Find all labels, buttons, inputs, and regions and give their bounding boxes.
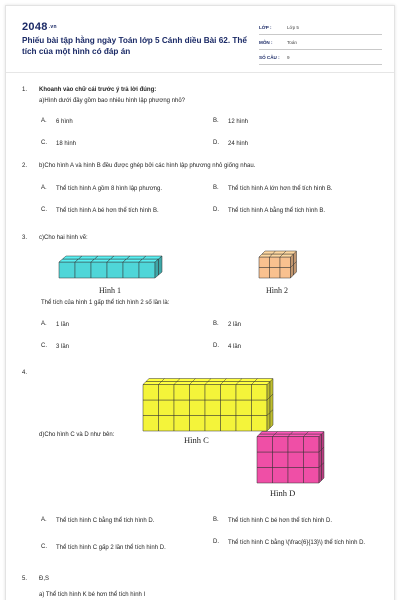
figC-top-cell <box>255 379 274 382</box>
figD-front-cell <box>273 468 289 484</box>
figC-front-cell <box>143 400 159 416</box>
figC-top-cell <box>239 379 258 382</box>
figC-top-cell <box>208 379 227 382</box>
fig1-top-cell <box>111 256 131 259</box>
fig1-top-cell <box>91 259 111 262</box>
figC-top-cell <box>159 382 178 385</box>
figC-top-cell <box>143 382 162 385</box>
figD-front-cell <box>273 452 289 468</box>
fig1-top-cell <box>127 256 147 259</box>
figC-top-cell <box>205 382 224 385</box>
figD-front-cell <box>288 452 304 468</box>
figure-d-caption: Hình D <box>270 488 296 498</box>
figC-side-cell <box>270 410 273 429</box>
figD-front-cell <box>304 437 320 453</box>
figC-side-cell <box>270 379 273 398</box>
fig2-top-cell <box>262 251 276 254</box>
q1-option-b[interactable]: B. 12 hình <box>213 118 249 125</box>
figC-top-cell <box>252 382 271 385</box>
fig2-side-cell <box>291 265 294 279</box>
fig2-side-cell <box>291 254 294 268</box>
fig1-front-cell <box>123 262 139 278</box>
fig1-side-cell <box>159 256 163 275</box>
fig1-top-cell <box>95 256 115 259</box>
figure-2-caption: Hình 2 <box>266 286 288 295</box>
q1-option-a[interactable]: A. 6 hình <box>41 118 73 125</box>
figD-front-cell <box>288 468 304 484</box>
figD-side-cell <box>322 463 325 481</box>
figC-front-cell <box>190 416 206 432</box>
figD-front-cell <box>304 468 320 484</box>
figC-front-cell <box>252 385 268 401</box>
q2-option-d[interactable]: D. Thể tích hình A bằng thể tích hình B. <box>213 207 326 214</box>
figD-side-cell <box>319 450 322 468</box>
figD-top-cell <box>291 432 309 435</box>
figC-front-cell <box>159 416 175 432</box>
q1-option-d[interactable]: D. 24 hình <box>213 140 249 147</box>
q4-option-b[interactable]: B. Thể tích hình C bé hơn thể tích hình D. <box>213 517 332 524</box>
worksheet-meta <box>259 20 382 65</box>
figC-front-cell <box>174 416 190 432</box>
figD-front-cell <box>257 452 273 468</box>
figC-front-cell <box>205 385 221 401</box>
figC-top-cell <box>224 379 243 382</box>
figC-front-cell <box>174 400 190 416</box>
figC-top-cell <box>177 379 196 382</box>
figC-front-cell <box>205 400 221 416</box>
q2-option-a[interactable]: A. Thể tích hình A gồm 8 hình lập phương. <box>41 185 163 192</box>
figC-front-cell <box>236 416 252 432</box>
figure-1-caption: Hình 1 <box>99 286 121 295</box>
meta-grade: LỚP : Lớp 5 <box>259 20 382 35</box>
figC-side-cell <box>267 382 270 401</box>
figD-top-cell <box>260 432 278 435</box>
fig2-side-cell <box>294 251 297 265</box>
q3-option-a[interactable]: A. 1 lần <box>41 321 70 328</box>
fig2-top-cell <box>280 254 294 257</box>
fig1-top-cell <box>79 256 99 259</box>
figD-side-cell <box>319 434 322 452</box>
fig1-top-cell <box>63 256 83 259</box>
figC-front-cell <box>143 416 159 432</box>
figC-front-cell <box>221 385 237 401</box>
fig1-front-cell <box>75 262 91 278</box>
question-3-text: c)Cho hai hình vẽ: <box>39 235 88 241</box>
fig2-top-cell <box>283 251 297 254</box>
figC-side-cell <box>270 394 273 413</box>
header-divider <box>6 72 394 73</box>
q1-option-c[interactable]: C. 18 hình <box>41 140 77 147</box>
figD-top-cell <box>275 432 293 435</box>
figC-front-cell <box>221 400 237 416</box>
fig1-top-cell <box>59 259 79 262</box>
figC-front-cell <box>143 385 159 401</box>
figD-front-cell <box>288 437 304 453</box>
question-3-subtext: Thể tích của hình 1 gấp thể tích hình 2 số lần là: <box>41 300 170 306</box>
figC-top-cell <box>162 379 181 382</box>
fig2-front-cell <box>270 257 281 268</box>
q4-option-d[interactable]: D. Thể tích hình C bằng \(\frac{6}{13}\) thể tích hình D. <box>213 539 366 546</box>
figD-side-cell <box>322 447 325 465</box>
question-3-number: 3. <box>22 235 28 241</box>
fig1-front-cell <box>139 262 155 278</box>
question-5-number: 5. <box>22 576 28 582</box>
figD-top-cell <box>304 434 322 437</box>
q3-option-c[interactable]: C. 3 lần <box>41 343 70 350</box>
fig2-top-cell <box>259 254 273 257</box>
figD-front-cell <box>273 437 289 453</box>
figC-side-cell <box>267 413 270 432</box>
question-2-text: b)Cho hình A và hình B đều được ghép bởi các hình lập phương nhỏ giống nhau. <box>39 163 256 169</box>
figC-front-cell <box>190 385 206 401</box>
fig1-top-cell <box>75 259 95 262</box>
figC-front-cell <box>221 416 237 432</box>
figD-front-cell <box>257 437 273 453</box>
figC-top-cell <box>174 382 193 385</box>
figC-front-cell <box>174 385 190 401</box>
figC-front-cell <box>159 400 175 416</box>
fig1-front-cell <box>107 262 123 278</box>
q4-option-a[interactable]: A. Thể tích hình C bằng thể tích hình D. <box>41 517 155 524</box>
fig2-front-cell <box>280 268 291 279</box>
meta-question-count: SỐ CÂU : 9 <box>259 50 382 65</box>
figD-top-cell <box>306 432 324 435</box>
question-1-instruction: Khoanh vào chữ cái trước ý trả lời đúng: <box>39 87 157 93</box>
fig1-front-cell <box>91 262 107 278</box>
figD-side-cell <box>322 432 325 450</box>
question-1-text: a)Hình dưới đây gồm bao nhiêu hình lập phương nhỏ? <box>39 98 186 104</box>
figD-top-cell <box>273 434 291 437</box>
q2-option-c[interactable]: C. Thể tích hình A bé hơn thể tích hình B. <box>41 207 159 214</box>
figC-front-cell <box>252 400 268 416</box>
fig2-front-cell <box>280 257 291 268</box>
fig2-side-cell <box>294 262 297 276</box>
figC-front-cell <box>236 400 252 416</box>
figC-top-cell <box>221 382 240 385</box>
fig1-top-cell <box>107 259 127 262</box>
figure-c-caption: Hình C <box>184 435 209 445</box>
fig2-top-cell <box>273 251 287 254</box>
question-4-text: d)Cho hình C và D như bên: <box>39 432 115 438</box>
fig2-front-cell <box>259 257 270 268</box>
worksheet-page <box>5 5 395 600</box>
figD-side-cell <box>319 465 322 483</box>
q3-option-d[interactable]: D. 4 lần <box>213 343 242 350</box>
figD-top-cell <box>288 434 306 437</box>
q4-option-c[interactable]: C. Thể tích hình C gấp 2 lần thể tích hình D. <box>41 544 166 551</box>
figC-top-cell <box>236 382 255 385</box>
fig1-front-cell <box>59 262 75 278</box>
question-1-number: 1. <box>22 87 28 93</box>
fig2-front-cell <box>270 268 281 279</box>
fig2-top-cell <box>270 254 284 257</box>
figC-front-cell <box>159 385 175 401</box>
question-2-number: 2. <box>22 163 28 169</box>
q2-option-b[interactable]: B. Thể tích hình A lớn hơn thể tích hình B. <box>213 185 333 192</box>
figC-top-cell <box>146 379 165 382</box>
fig1-top-cell <box>123 259 143 262</box>
fig1-top-cell <box>139 259 159 262</box>
figC-top-cell <box>193 379 212 382</box>
question-5-subtext: a) Thể tích hình K bé hơn thể tích hình I <box>39 592 146 598</box>
question-5-text: Đ,S <box>39 576 50 582</box>
figC-top-cell <box>190 382 209 385</box>
fig1-top-cell <box>143 256 163 259</box>
figC-front-cell <box>252 416 268 432</box>
worksheet-title: Phiếu bài tập hằng ngày Toán lớp 5 Cánh diều Bài 62. Thể tích của một hình có đáp án <box>22 36 247 56</box>
figC-front-cell <box>190 400 206 416</box>
meta-subject: MÔN : Toán <box>259 35 382 50</box>
site-logo[interactable]: 2048.vn <box>22 21 57 33</box>
q3-option-b[interactable]: B. 2 lần <box>213 321 242 328</box>
fig1-side-cell <box>155 259 159 278</box>
figD-front-cell <box>257 468 273 484</box>
figC-front-cell <box>205 416 221 432</box>
fig2-front-cell <box>259 268 270 279</box>
figD-top-cell <box>257 434 275 437</box>
figC-side-cell <box>267 397 270 416</box>
figC-front-cell <box>236 385 252 401</box>
figD-front-cell <box>304 452 320 468</box>
question-4-number: 4. <box>22 370 28 376</box>
